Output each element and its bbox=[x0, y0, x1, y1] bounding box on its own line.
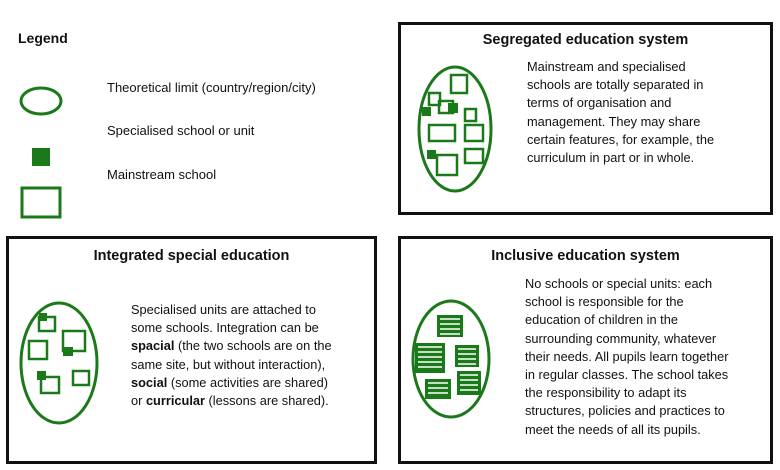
inclusive-line: school is responsible for the bbox=[525, 294, 684, 310]
inclusive-line: surrounding community, whatever bbox=[525, 330, 717, 346]
integrated-ellipse-icon bbox=[17, 299, 107, 431]
integrated-bold-term: spacial bbox=[131, 338, 175, 354]
segregated-ellipse-icon bbox=[417, 65, 497, 197]
ellipse-icon bbox=[18, 86, 64, 118]
segregated-line: terms of organisation and bbox=[527, 95, 672, 111]
integrated-line bbox=[131, 301, 332, 319]
inclusive-line: meet the needs of all its pupils. bbox=[525, 421, 701, 437]
inclusive-title: Inclusive education system bbox=[491, 248, 680, 264]
inclusive-line: No schools or special units: each bbox=[525, 276, 713, 291]
integrated-text-run: Specialised units are attached to bbox=[131, 302, 316, 317]
integrated-text-run: (the two schools are on the bbox=[174, 338, 332, 354]
hollow-square-icon bbox=[20, 186, 64, 220]
legend-title: Legend bbox=[18, 30, 68, 46]
inclusive-line: in regular classes. The school takes bbox=[525, 367, 729, 383]
legend-label-specialised-school: Specialised school or unit bbox=[107, 123, 255, 138]
segregated-line: Mainstream and specialised bbox=[527, 59, 686, 74]
segregated-line: curriculum in part or in whole. bbox=[527, 150, 695, 166]
inclusive-description bbox=[525, 275, 728, 439]
inclusive-line: structures, policies and practices to bbox=[525, 403, 725, 419]
inclusive-line: their needs. All pupils learn together bbox=[525, 348, 729, 364]
inclusive-school-icon bbox=[425, 379, 451, 399]
integrated-line bbox=[131, 319, 332, 337]
inclusive-panel bbox=[398, 236, 773, 464]
integrated-title: Integrated special education bbox=[93, 248, 290, 264]
segregated-title: Segregated education system bbox=[482, 32, 689, 48]
integrated-line bbox=[131, 374, 332, 392]
inclusive-line: education of children in the bbox=[525, 312, 678, 328]
segregated-panel bbox=[398, 22, 773, 215]
filled-square-icon bbox=[30, 146, 54, 170]
integrated-text-run: or bbox=[131, 393, 146, 409]
legend-label-theoretical-limit: Theoretical limit (country/region/city) bbox=[107, 80, 316, 95]
integrated-line bbox=[131, 337, 332, 355]
integrated-description bbox=[131, 301, 332, 410]
integrated-panel bbox=[6, 236, 377, 464]
inclusive-ellipse-icon bbox=[409, 299, 499, 423]
integrated-text-run: some schools. Integration can be bbox=[131, 320, 319, 336]
integrated-line bbox=[131, 356, 332, 374]
integrated-text-run: (some activities are shared) bbox=[167, 374, 329, 390]
segregated-description bbox=[527, 58, 714, 167]
inclusive-line: the responsibility to adapt its bbox=[525, 385, 687, 401]
integrated-bold-term: curricular bbox=[145, 393, 205, 409]
segregated-line: certain features, for example, the bbox=[527, 131, 715, 147]
legend-label-mainstream-school: Mainstream school bbox=[107, 167, 217, 182]
integrated-bold-term: social bbox=[131, 374, 168, 390]
segregated-line: management. They may share bbox=[527, 113, 701, 129]
integrated-line bbox=[131, 392, 332, 410]
segregated-line: schools are totally separated in bbox=[527, 77, 704, 93]
integrated-text-run: (lessons are shared). bbox=[204, 393, 329, 409]
integrated-text-run: same site, but without interaction), bbox=[131, 356, 326, 372]
